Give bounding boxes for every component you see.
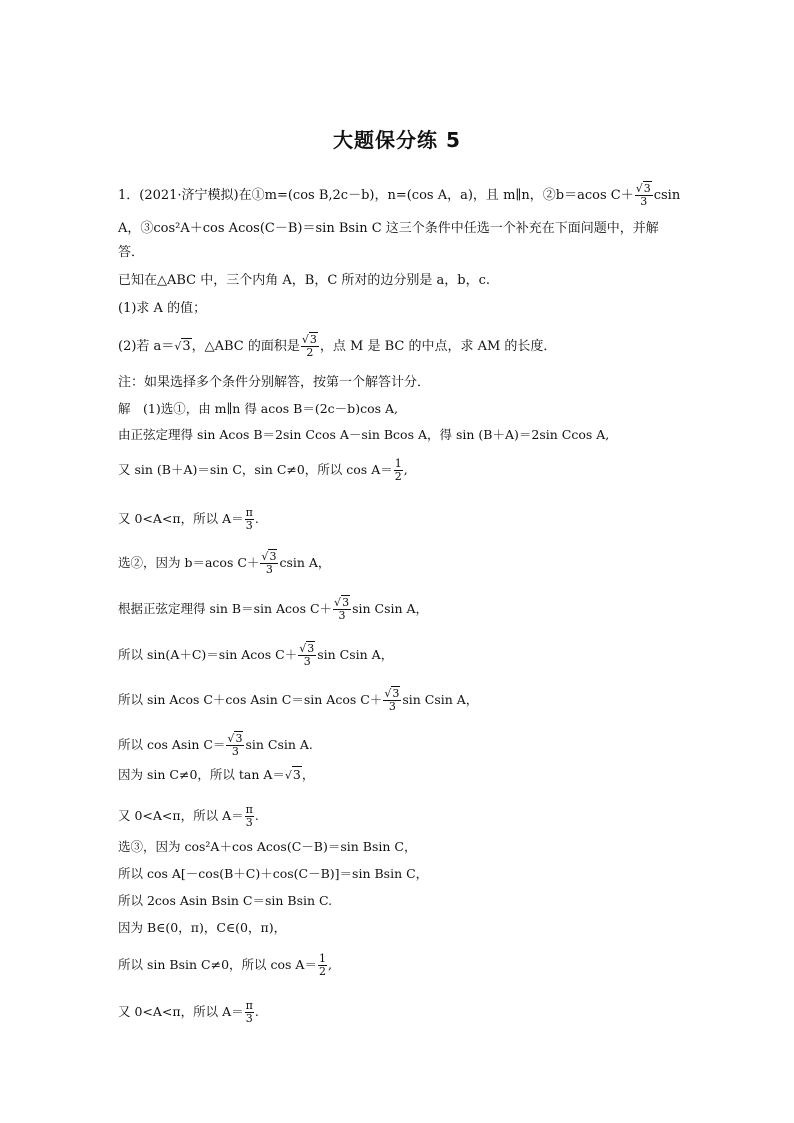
fraction-sqrt3-over-3: $\frac{√3}{3}$: [299, 642, 315, 668]
fraction-sqrt3-over-3: $\frac{√3}{3}$: [384, 687, 400, 713]
page-title: 大题保分练 5: [333, 128, 461, 152]
solution-line-4: 又 0<A<π，所以 A＝ $\frac{\pi}{3}$ .: [118, 506, 259, 532]
fraction-pi-over-3: $\frac{\pi}{3}$: [245, 506, 253, 532]
solution-line-15: 因为 B∈(0，π)，C∈(0，π)，: [118, 920, 287, 935]
sqrt3: √3: [284, 767, 301, 782]
solution-line-6: 根据正弦定理得 sin B＝sin Acos C＋ $\frac{√3}{3}$ sin Csin A，: [118, 596, 429, 622]
solution-line-3: 又 sin (B＋A)＝sin C，sin C≠0，所以 cos A＝ $\frac{1}{2}$ ,: [118, 457, 408, 483]
fraction-sqrt3-over-3: $\frac{√3}{3}$: [261, 550, 277, 576]
problem-line-2: A，③cos²A＋cos Acos(C－B)＝sin Bsin C 这三个条件中任选一个补充在下面问题中，并解: [118, 221, 659, 236]
problem-part-1: (1)求 A 的值；: [118, 301, 207, 316]
solution-line-5: 选②，因为 b＝acos C＋ $\frac{√3}{3}$ csin A，: [118, 550, 331, 576]
problem-source: 1．(2021·济宁模拟)在①: [118, 188, 265, 203]
problem-part-2: (2)若 a＝√3，△ABC 的面积是 $\frac{√3}{2}$ ，点 M 是 BC 的中点，求 AM 的长度．: [118, 333, 557, 359]
problem-conditions: m=(cos B,2c－b)，n=(cos A，a)，且 m∥n，②b＝acos C＋: [264, 188, 634, 203]
solution-line-9: 所以 cos Asin C＝ $\frac{√3}{3}$ sin Csin A.: [118, 732, 313, 758]
solution-line-13: 所以 cos A[－cos(B＋C)＋cos(C－B)]＝sin Bsin C，: [118, 866, 429, 881]
fraction-sqrt3-over-2: $\frac{√3}{2}$: [301, 333, 317, 359]
solution-line-14: 所以 2cos Asin Bsin C＝sin Bsin C.: [118, 893, 333, 908]
problem-line-3: 答．: [118, 245, 145, 260]
solution-line-2: 由正弦定理得 sin Acos B＝2sin Ccos A－sin Bcos A，得 sin (B＋A)＝2sin Ccos A,: [118, 427, 610, 442]
fraction-sqrt3-over-3: $\frac{√3}{3}$: [227, 732, 243, 758]
problem-line-4: 已知在△ABC 中，三个内角 A，B，C 所对的边分别是 a，b，c.: [118, 273, 491, 288]
solution-line-1: 解 (1)选①，由 m∥n 得 acos B＝(2c－b)cos A,: [118, 401, 398, 416]
fraction-sqrt3-over-3: $\frac{√3}{3}$: [635, 182, 651, 208]
fraction-1-over-2: $\frac{1}{2}$: [318, 952, 326, 978]
solution-line-8: 所以 sin Acos C＋cos Asin C＝sin Acos C＋ $\frac{√3}{3}$ sin Csin A，: [118, 687, 479, 713]
fraction-1-over-2: $\frac{1}{2}$: [394, 457, 402, 483]
fraction-pi-over-3: $\frac{\pi}{3}$: [245, 803, 253, 829]
problem-text: csin: [653, 188, 681, 203]
sqrt3: √3: [174, 339, 191, 354]
solution-line-17: 又 0<A<π，所以 A＝ $\frac{\pi}{3}$ .: [118, 999, 259, 1025]
solution-line-10: 因为 sin C≠0，所以 tan A＝√3，: [118, 766, 688, 785]
problem-note: 注：如果选择多个条件分别解答，按第一个解答计分．: [118, 375, 431, 390]
solution-line-11: 又 0<A<π，所以 A＝ $\frac{\pi}{3}$ .: [118, 803, 259, 829]
fraction-pi-over-3: $\frac{\pi}{3}$: [245, 999, 253, 1025]
solution-line-7: 所以 sin(A＋C)＝sin Acos C＋ $\frac{√3}{3}$ sin Csin A，: [118, 642, 394, 668]
problem-line-1: [118, 183, 688, 208]
solution-line-16: 所以 sin Bsin C≠0，所以 cos A＝ $\frac{1}{2}$ ,: [118, 952, 332, 978]
fraction-sqrt3-over-3: $\frac{√3}{3}$: [334, 596, 350, 622]
solution-line-12: 选③，因为 cos²A＋cos Acos(C－B)＝sin Bsin C，: [118, 839, 417, 854]
